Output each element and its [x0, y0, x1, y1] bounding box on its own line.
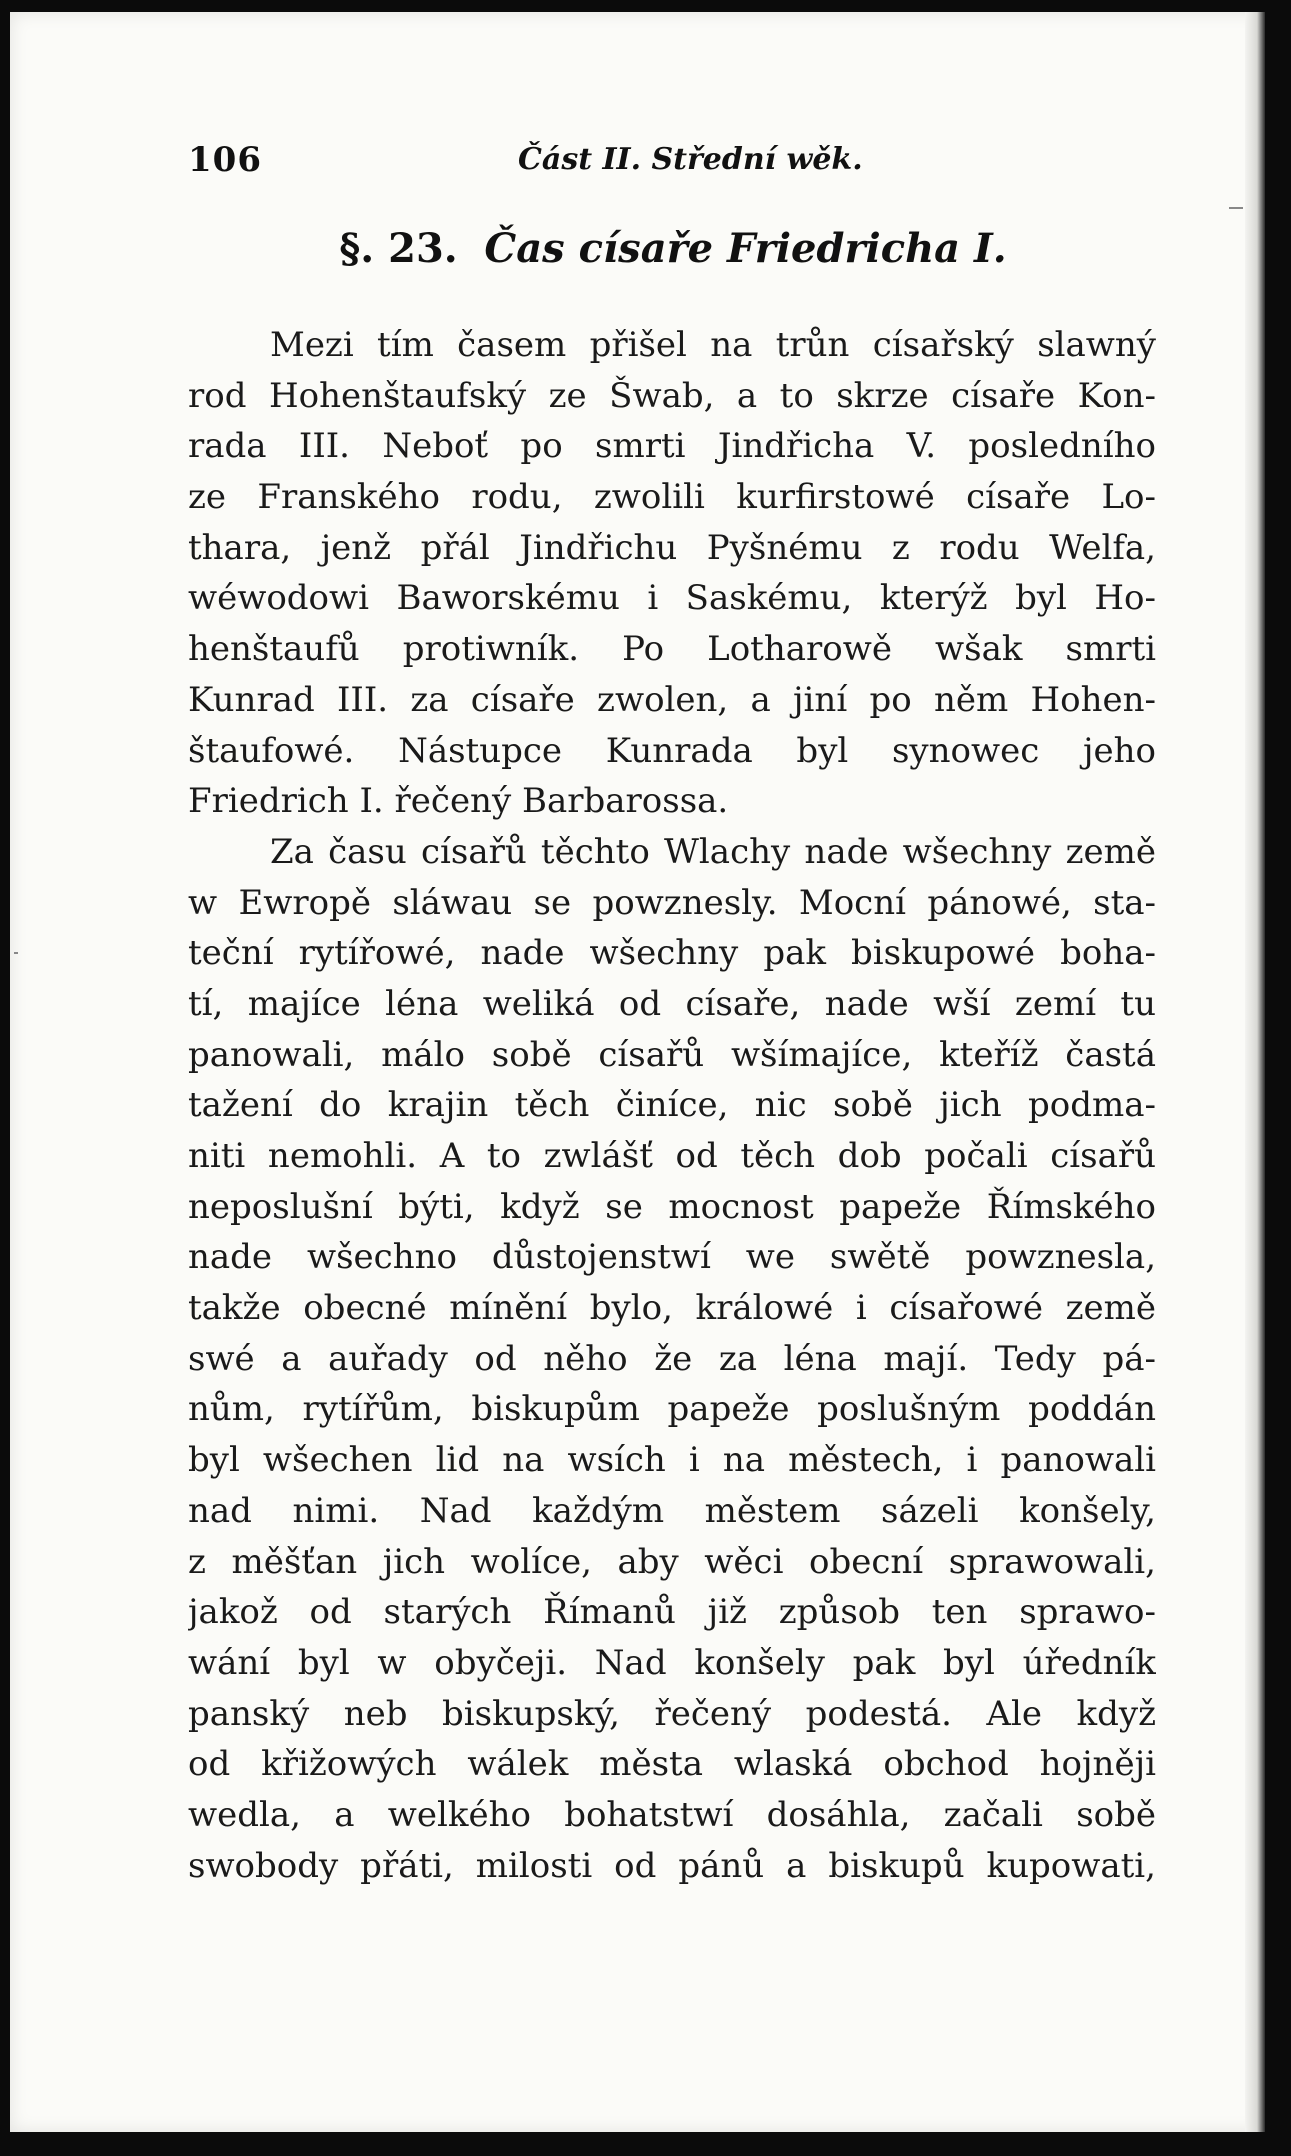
running-head	[188, 140, 1008, 190]
text-line: Friedrich I. řečený Barbarossa.	[188, 781, 729, 822]
text-line: tí, majíce léna weliká od císaře, nade wší zemí tu	[188, 983, 1156, 1024]
text-line: byl wšechen lid na wsích i na městech, i panowali	[188, 1440, 1156, 1481]
page-number: 106	[188, 140, 262, 180]
paragraph-1	[188, 320, 1156, 827]
text-line: wání byl w obyčeji. Nad konšely pak byl úředník	[188, 1642, 1156, 1683]
scan-mark	[14, 952, 18, 954]
text-line: rada III. Neboť po smrti Jindřicha V. posledního	[188, 426, 1156, 467]
text-line: Kunrad III. za císaře zwolen, a jiní po něm Hohen-	[188, 679, 1156, 720]
text-line: Za času císařů těchto Wlachy nade wšechny země	[270, 831, 1156, 872]
body-text	[188, 320, 1156, 1891]
page-edge	[1245, 12, 1265, 2132]
text-line: swé a auřady od něho že za léna mají. Tedy pá-	[188, 1338, 1156, 1379]
text-line: wedla, a welkého bohatstwí dosáhla, začali sobě	[188, 1794, 1156, 1835]
section-heading	[188, 225, 1158, 272]
section-title: Čas císaře Friedricha I.	[484, 225, 1007, 272]
text-line: swobody přáti, milosti od pánů a biskupů kupowati,	[188, 1845, 1156, 1886]
text-line: takže obecné mínění bylo, králowé i císařowé země	[188, 1288, 1156, 1329]
text-line: teční rytířowé, nade wšechny pak biskupowé boha-	[188, 933, 1156, 974]
text-line: henštaufů protiwník. Po Lotharowě wšak smrti	[188, 629, 1156, 670]
text-line: panowali, málo sobě císařů wšímajíce, kteříž častá	[188, 1034, 1156, 1075]
scan-mark	[1229, 207, 1243, 209]
book-page	[10, 12, 1265, 2132]
text-line: tažení do krajin těch činíce, nic sobě jich podma-	[188, 1085, 1156, 1126]
text-line: nade wšechno důstojenstwí we swětě powznesla,	[188, 1237, 1156, 1278]
text-line: štaufowé. Nástupce Kunrada byl synowec jeho	[188, 730, 1156, 771]
text-line: panský neb biskupský, řečený podestá. Ale když	[188, 1693, 1156, 1734]
text-line: thara, jenž přál Jindřichu Pyšnému z rodu Welfa,	[188, 527, 1156, 568]
running-title: Část II. Střední wěk.	[518, 142, 863, 177]
text-line: nům, rytířům, biskupům papeže poslušným poddán	[188, 1389, 1156, 1430]
scan-bottom-edge	[0, 2142, 1291, 2156]
section-number: §. 23.	[339, 225, 458, 272]
text-line: jakož od starých Římanů již způsob ten sprawo-	[188, 1592, 1156, 1633]
text-line: nad nimi. Nad každým městem sázeli konšely,	[188, 1490, 1156, 1531]
text-line: ze Franského rodu, zwolili kurfirstowé císaře Lo-	[188, 477, 1156, 518]
text-line: neposlušní býti, když se mocnost papeže Římského	[188, 1186, 1156, 1227]
text-line: z měšťan jich wolíce, aby wěci obecní sprawowali,	[188, 1541, 1156, 1582]
text-line: rod Hohenštaufský ze Šwab, a to skrze císaře Kon-	[188, 375, 1156, 416]
text-line: niti nemohli. A to zwlášť od těch dob počali císařů	[188, 1136, 1156, 1176]
text-line: w Ewropě sláwau se powznesly. Mocní pánowé, sta-	[188, 882, 1156, 923]
text-line: wéwodowi Baworskému i Saskému, kterýž byl Ho-	[188, 578, 1156, 619]
text-line: Mezi tím časem přišel na trůn císařský slawný	[270, 325, 1156, 365]
paragraph-2	[188, 827, 1156, 1891]
text-line: od křižowých wálek města wlaská obchod hojněji	[188, 1744, 1156, 1785]
